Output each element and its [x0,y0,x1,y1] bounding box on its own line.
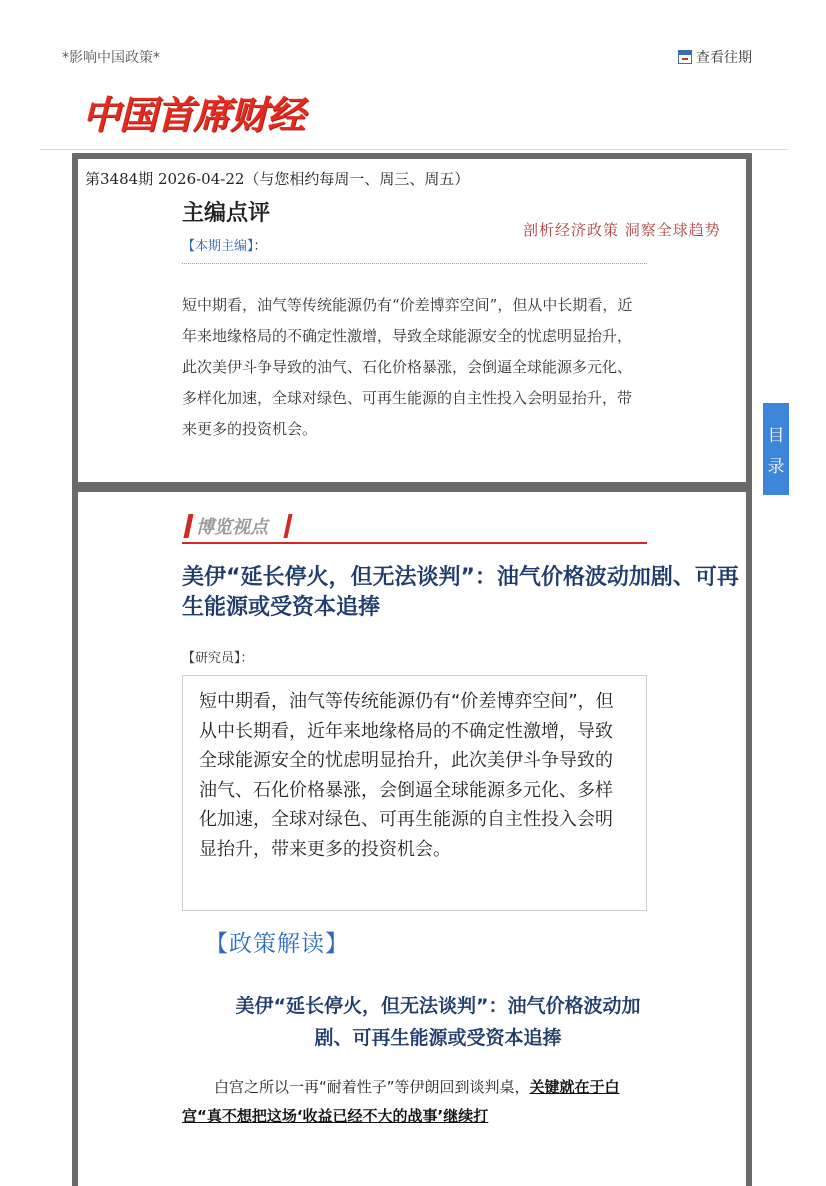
editorial-title: 主编点评 [182,201,271,226]
viewpoint-label: 博览视点 [196,517,268,538]
article-title[interactable]: 美伊“延长停火，但无法谈判”：油气价格波动加剧、可再生能源或受资本追捧 [182,565,739,620]
quote-box [182,675,647,911]
logo: 中国首席财经 [82,93,305,137]
editor-colon: ： [253,239,267,254]
slogan: 剖析经济政策 洞察全球趋势 [523,221,721,239]
toc-char-2: 录 [767,457,785,477]
tagline: *影响中国政策* [62,50,160,66]
header-divider [40,149,788,150]
past-issues-link[interactable] [678,47,752,67]
editorial-text: 短中期看，油气等传统能源仍有“价差博弈空间”，但从中长期看，近年来地缘格局的不确定性激增，导致全球能源安全的忧虑明显抬升，此次美伊斗争导致的油气、石化价格暴涨，会倒逼全球能源多元化、多样化加速，全球对绿色、可再生能源的自主性投入会明显抬升，带来更多的投资机会。 [182,296,633,438]
toc-button[interactable] [763,403,789,495]
issue-line: 第3484期 2026-04-22（与您相约每周一、周三、周五） [85,170,470,188]
editor-line [182,235,267,254]
section-bar-left [183,514,193,538]
policy-body-plain: 白宫之所以一再“耐着性子”等伊朗回到谈判桌， [214,1078,530,1096]
policy-body [182,1073,647,1131]
quote-text: 短中期看，油气等传统能源仍有“价差博弈空间”，但从中长期看，近年来地缘格局的不确定性激增，导致全球能源安全的忧虑明显抬升，此次美伊斗争导致的油气、石化价格暴涨，会倒逼全球能源多元化、多样化加速，全球对绿色、可再生能源的自主性投入会明显抬升，带来更多的投资机会。 [199,691,614,860]
past-issues-label: 查看往期 [696,50,752,66]
toc-char-1: 目 [767,426,785,446]
policy-section-label: 【政策解读】 [205,931,349,957]
section-bar-right [283,514,292,538]
viewpoint-section-header [182,512,647,544]
policy-body-bold: 关键就在于白宫“真不想把这场‘收益已经不大的战事’继续打 [182,1078,620,1125]
researcher-line: 【研究员】： [182,651,254,666]
dotted-divider [182,263,647,264]
policy-title: 美伊“延长停火，但无法谈判”：油气价格波动加剧、可再生能源或受资本追捧 [235,995,641,1049]
editor-label: 【本期主编】 [182,239,254,254]
calendar-icon [678,50,692,64]
